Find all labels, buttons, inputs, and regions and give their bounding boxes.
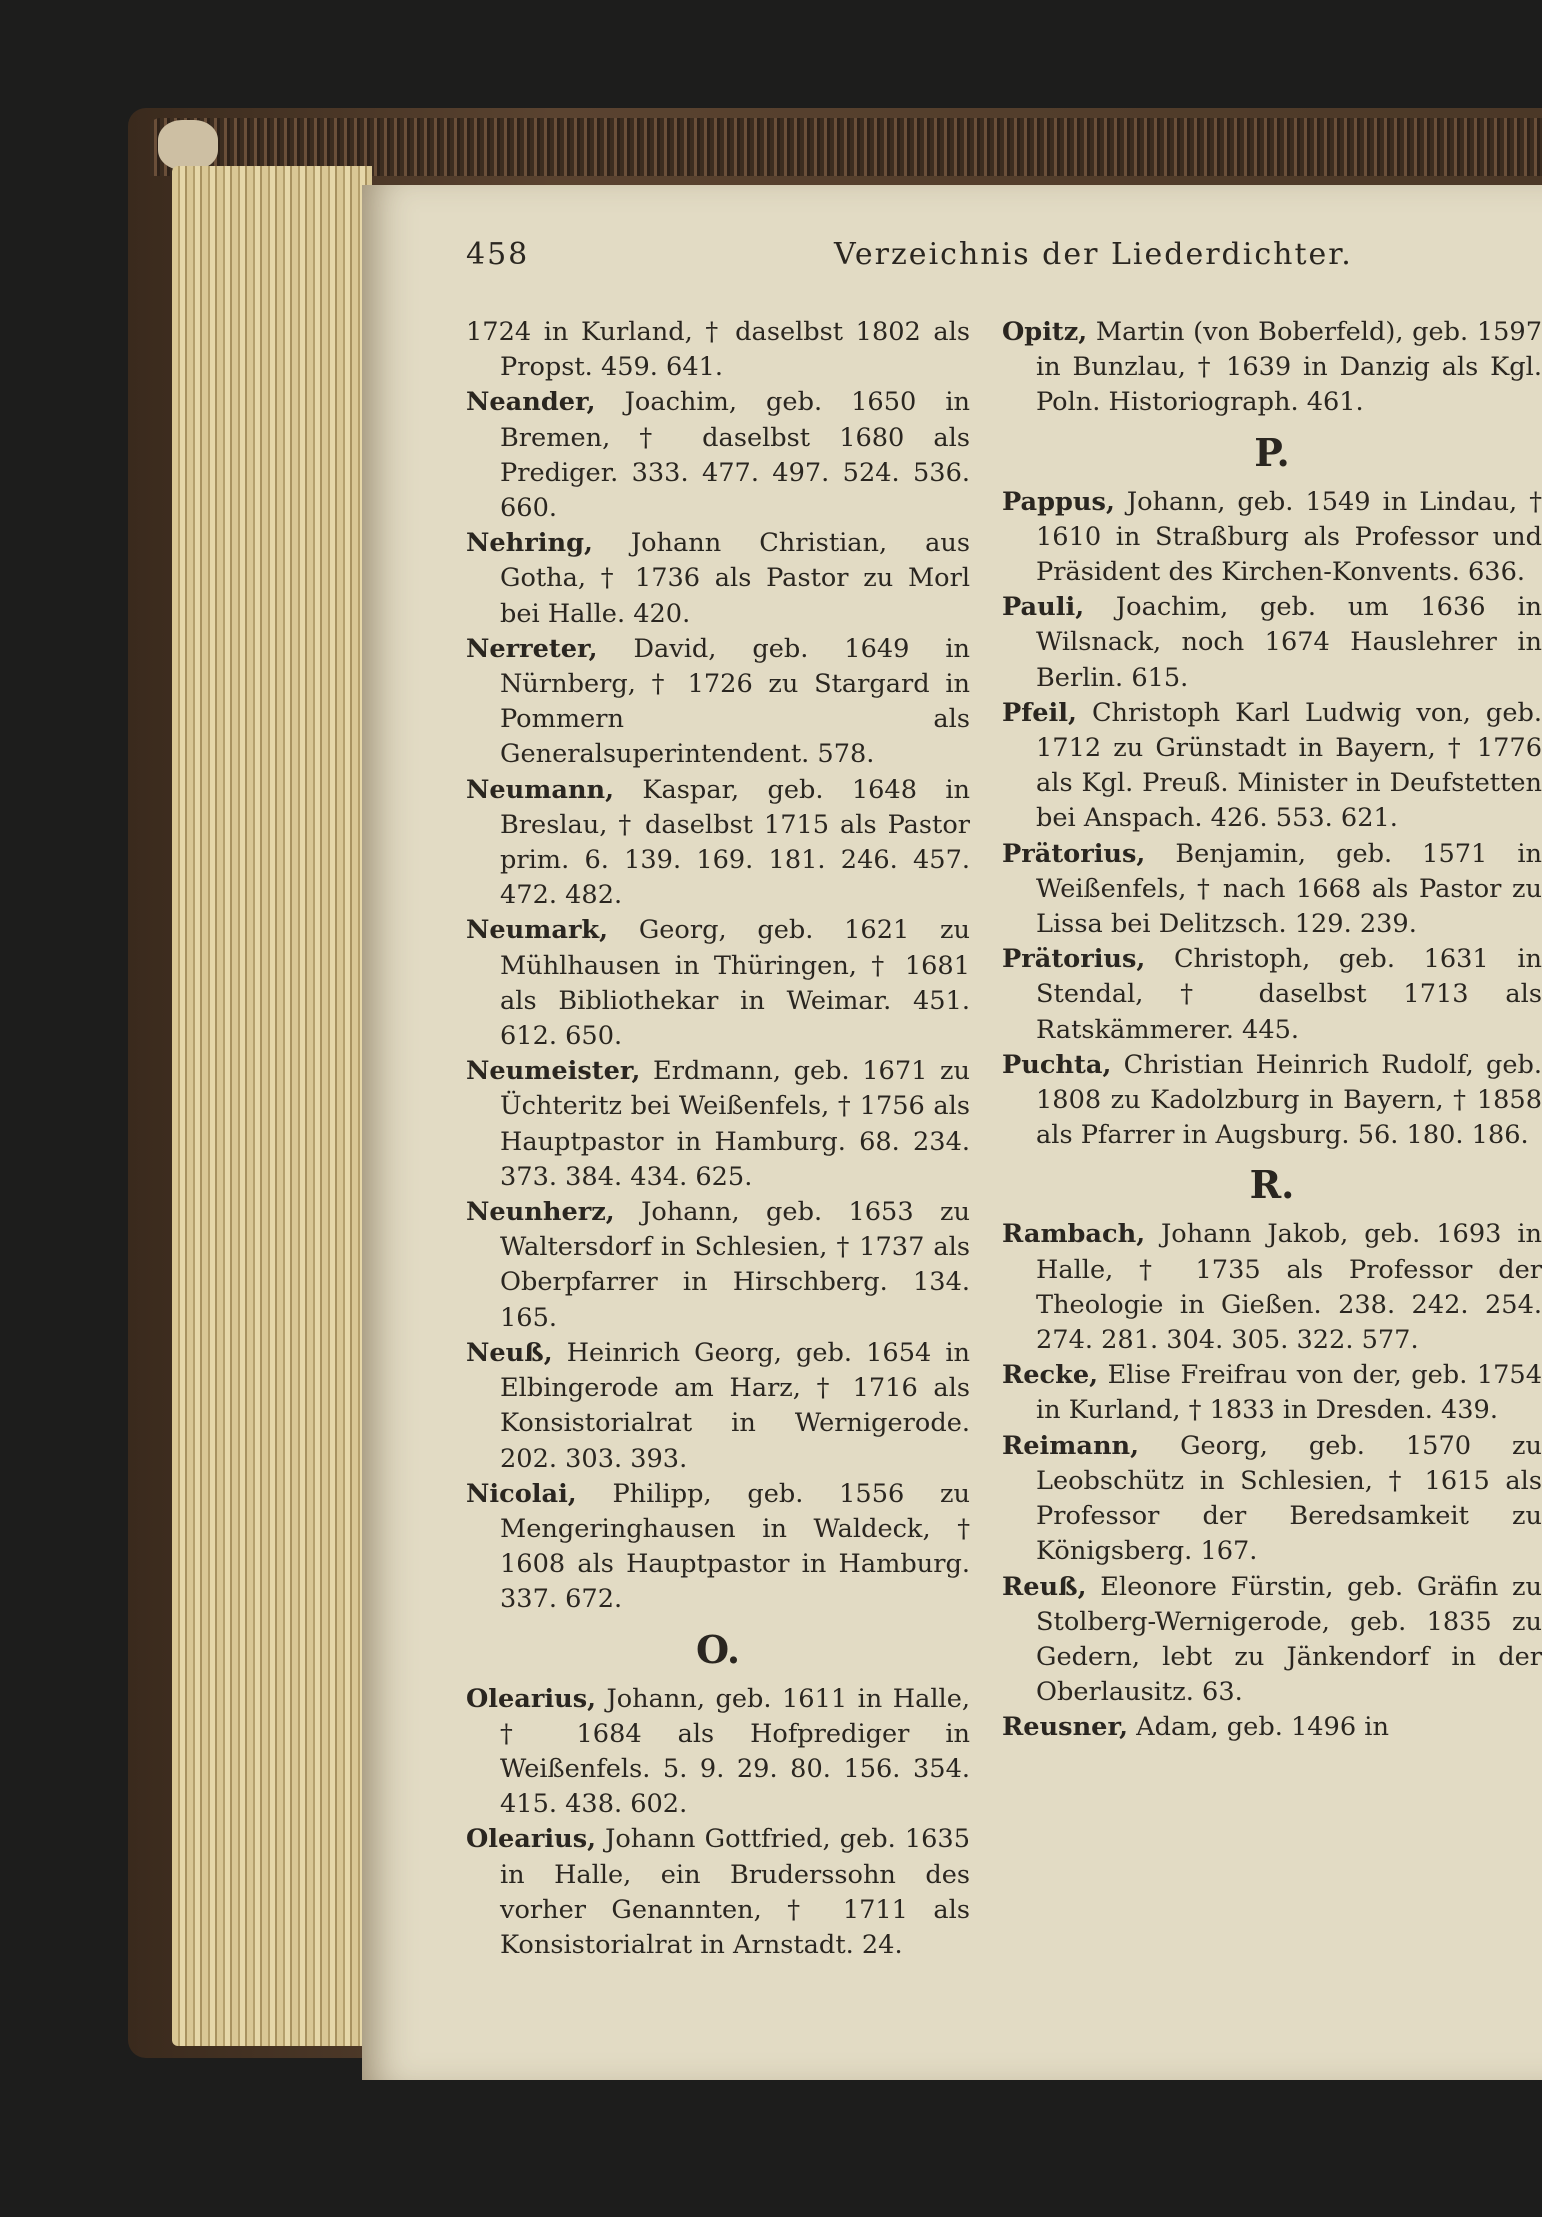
entry-text: Martin (von Boberfeld), geb. 1597 in Bunzlau, † 1639 in Danzig als Kgl. Poln. Historiograph. 461.	[1036, 317, 1542, 418]
index-entry	[466, 526, 970, 632]
book-page	[362, 185, 1542, 2080]
index-entry	[466, 1195, 970, 1336]
index-entry	[466, 632, 970, 773]
entry-name: Neunherz,	[466, 1197, 615, 1228]
section-letter: P.	[1254, 429, 1290, 475]
entry-name: Puchta,	[1002, 1049, 1112, 1080]
entry-name: Neander,	[466, 387, 596, 418]
entry-name: Pappus,	[1002, 486, 1115, 517]
entry-text: Benjamin, geb. 1571 in Weißenfels, † nach 1668 als Pastor zu Lissa bei Delitzsch. 129. 239.	[1036, 838, 1542, 940]
index-entry	[1002, 1570, 1542, 1711]
entry-name: Neumeister,	[466, 1056, 641, 1087]
entry-name: Reuß,	[1002, 1571, 1087, 1602]
page-number: 458	[466, 237, 530, 272]
section-letter: R.	[1249, 1162, 1295, 1208]
entry-text: Heinrich Georg, geb. 1654 in Elbingerode am Harz, † 1716 als Konsistorialrat in Wernigerode. 202. 303. 393.	[500, 1337, 970, 1474]
entry-text: Joachim, geb. 1650 in Bremen, † daselbst 1680 als Prediger. 333. 477. 497. 524. 536. 660.	[500, 387, 970, 524]
entry-text: Johann, geb. 1653 zu Waltersdorf in Schlesien, † 1737 als Oberpfarrer in Hirschberg. 134. 165.	[500, 1197, 970, 1333]
index-entry	[1002, 1217, 1542, 1358]
entry-text: Adam, geb. 1496 in	[1128, 1712, 1389, 1743]
index-entry	[466, 1477, 970, 1618]
entry-text: Kaspar, geb. 1648 in Breslau, † daselbst 1715 als Pastor prim. 6. 139. 169. 181. 246. 457. 472. 482.	[500, 774, 970, 911]
index-entry	[1002, 1710, 1542, 1745]
index-entry	[1002, 696, 1542, 837]
entry-name: Olearius,	[466, 1824, 597, 1855]
entry-text: Johann Jakob, geb. 1693 in Halle, † 1735 als Professor der Theologie in Gießen. 238. 242. 254. 274. 281. 304. 305. 322. 577.	[1036, 1219, 1542, 1356]
index-entry	[1002, 1358, 1542, 1428]
entry-text: Johann Gottfried, geb. 1635 in Halle, ein Bruderssohn des vorher Genannten, † 1711 als Konsistorialrat in Arnstadt. 24.	[500, 1824, 970, 1960]
entry-text: Christoph Karl Ludwig von, geb. 1712 zu Grünstadt in Bayern, † 1776 als Kgl. Preuß. Minister in Deufstetten bei Anspach. 426. 553. 621.	[1036, 697, 1542, 834]
entry-name: Prätorius,	[1002, 838, 1146, 869]
right-column	[1002, 315, 1542, 1746]
entry-text: Johann, geb. 1611 in Halle, † 1684 als Hofprediger in Weißenfels. 5. 9. 29. 80. 156. 354. 415. 438. 602.	[500, 1683, 970, 1820]
index-entry	[466, 315, 970, 385]
entry-name: Nehring,	[466, 528, 593, 559]
headband-end	[158, 120, 218, 170]
entry-name: Nerreter,	[466, 633, 598, 664]
index-entry	[466, 913, 970, 1054]
entry-name: Opitz,	[1002, 317, 1088, 347]
entry-text: David, geb. 1649 in Nürnberg, † 1726 zu Stargard in Pommern als Generalsuperintendent. 578.	[500, 633, 970, 770]
index-entry	[466, 1054, 970, 1195]
entry-text: 1724 in Kurland, † daselbst 1802 als Propst. 459. 641.	[466, 317, 970, 383]
entry-text: Elise Freifrau von der, geb. 1754 in Kurland, † 1833 in Dresden. 439.	[1036, 1360, 1542, 1426]
entry-text: Joachim, geb. um 1636 in Wilsnack, noch 1674 Hauslehrer in Berlin. 615.	[1036, 592, 1542, 693]
entry-name: Neumann,	[466, 774, 615, 805]
entry-text: Johann, geb. 1549 in Lindau, † 1610 in Straßburg als Professor und Präsident des Kirchen-Konvents. 636.	[1036, 486, 1542, 588]
index-entry	[1002, 837, 1542, 943]
entry-text: Eleonore Fürstin, geb. Gräfin zu Stolberg-Wernigerode, geb. 1835 zu Gedern, lebt zu Jänkendorf in der Oberlausitz. 63.	[1036, 1571, 1542, 1708]
running-header	[466, 237, 1542, 287]
entry-name: Pauli,	[1002, 592, 1085, 623]
index-entry	[1002, 590, 1542, 696]
entry-text: Johann Christian, aus Gotha, † 1736 als Pastor zu Morl bei Halle. 420.	[500, 528, 970, 629]
entry-name: Nicolai,	[466, 1478, 577, 1509]
entry-name: Neuß,	[466, 1337, 553, 1368]
entry-text: Erdmann, geb. 1671 zu Üchteritz bei Weißenfels, † 1756 als Hauptpastor in Hamburg. 68. 234. 373. 384. 434. 625.	[500, 1056, 970, 1192]
left-column	[466, 315, 970, 1963]
entry-text: Georg, geb. 1621 zu Mühlhausen in Thüringen, † 1681 als Bibliothekar in Weimar. 451. 612. 650.	[500, 915, 970, 1052]
entry-text: Georg, geb. 1570 zu Leobschütz in Schlesien, † 1615 als Professor der Beredsamkeit zu Königsberg. 167.	[1036, 1430, 1542, 1567]
index-entry	[1002, 1048, 1542, 1154]
index-entry	[1002, 315, 1542, 421]
index-entry	[1002, 942, 1542, 1048]
index-entry	[466, 385, 970, 526]
index-entry	[1002, 485, 1542, 591]
entry-name: Reusner,	[1002, 1712, 1128, 1743]
index-entry	[466, 1822, 970, 1963]
index-entry	[1002, 1429, 1542, 1570]
entry-name: Recke,	[1002, 1360, 1099, 1391]
index-entry	[466, 1682, 970, 1823]
entry-name: Olearius,	[466, 1683, 597, 1714]
entry-name: Neumark,	[466, 915, 609, 946]
index-entry	[466, 1336, 970, 1477]
section-letter: O.	[695, 1626, 741, 1672]
entry-text: Christian Heinrich Rudolf, geb. 1808 zu Kadolzburg in Bayern, † 1858 als Pfarrer in Augsburg. 56. 180. 186.	[1036, 1049, 1542, 1151]
entry-name: Reimann,	[1002, 1430, 1140, 1461]
running-title: Verzeichnis der Liederdichter.	[834, 237, 1353, 272]
entry-name: Pfeil,	[1002, 697, 1077, 728]
page-edges	[172, 166, 372, 2046]
index-entry	[466, 773, 970, 914]
entry-name: Rambach,	[1002, 1219, 1146, 1250]
entry-name: Prätorius,	[1002, 944, 1146, 975]
entry-text: Christoph, geb. 1631 in Stendal, † daselbst 1713 als Ratskämmerer. 445.	[1036, 944, 1542, 1045]
entry-text: Philipp, geb. 1556 zu Mengeringhausen in Waldeck, † 1608 als Hauptpastor in Hamburg. 337. 672.	[500, 1478, 970, 1615]
